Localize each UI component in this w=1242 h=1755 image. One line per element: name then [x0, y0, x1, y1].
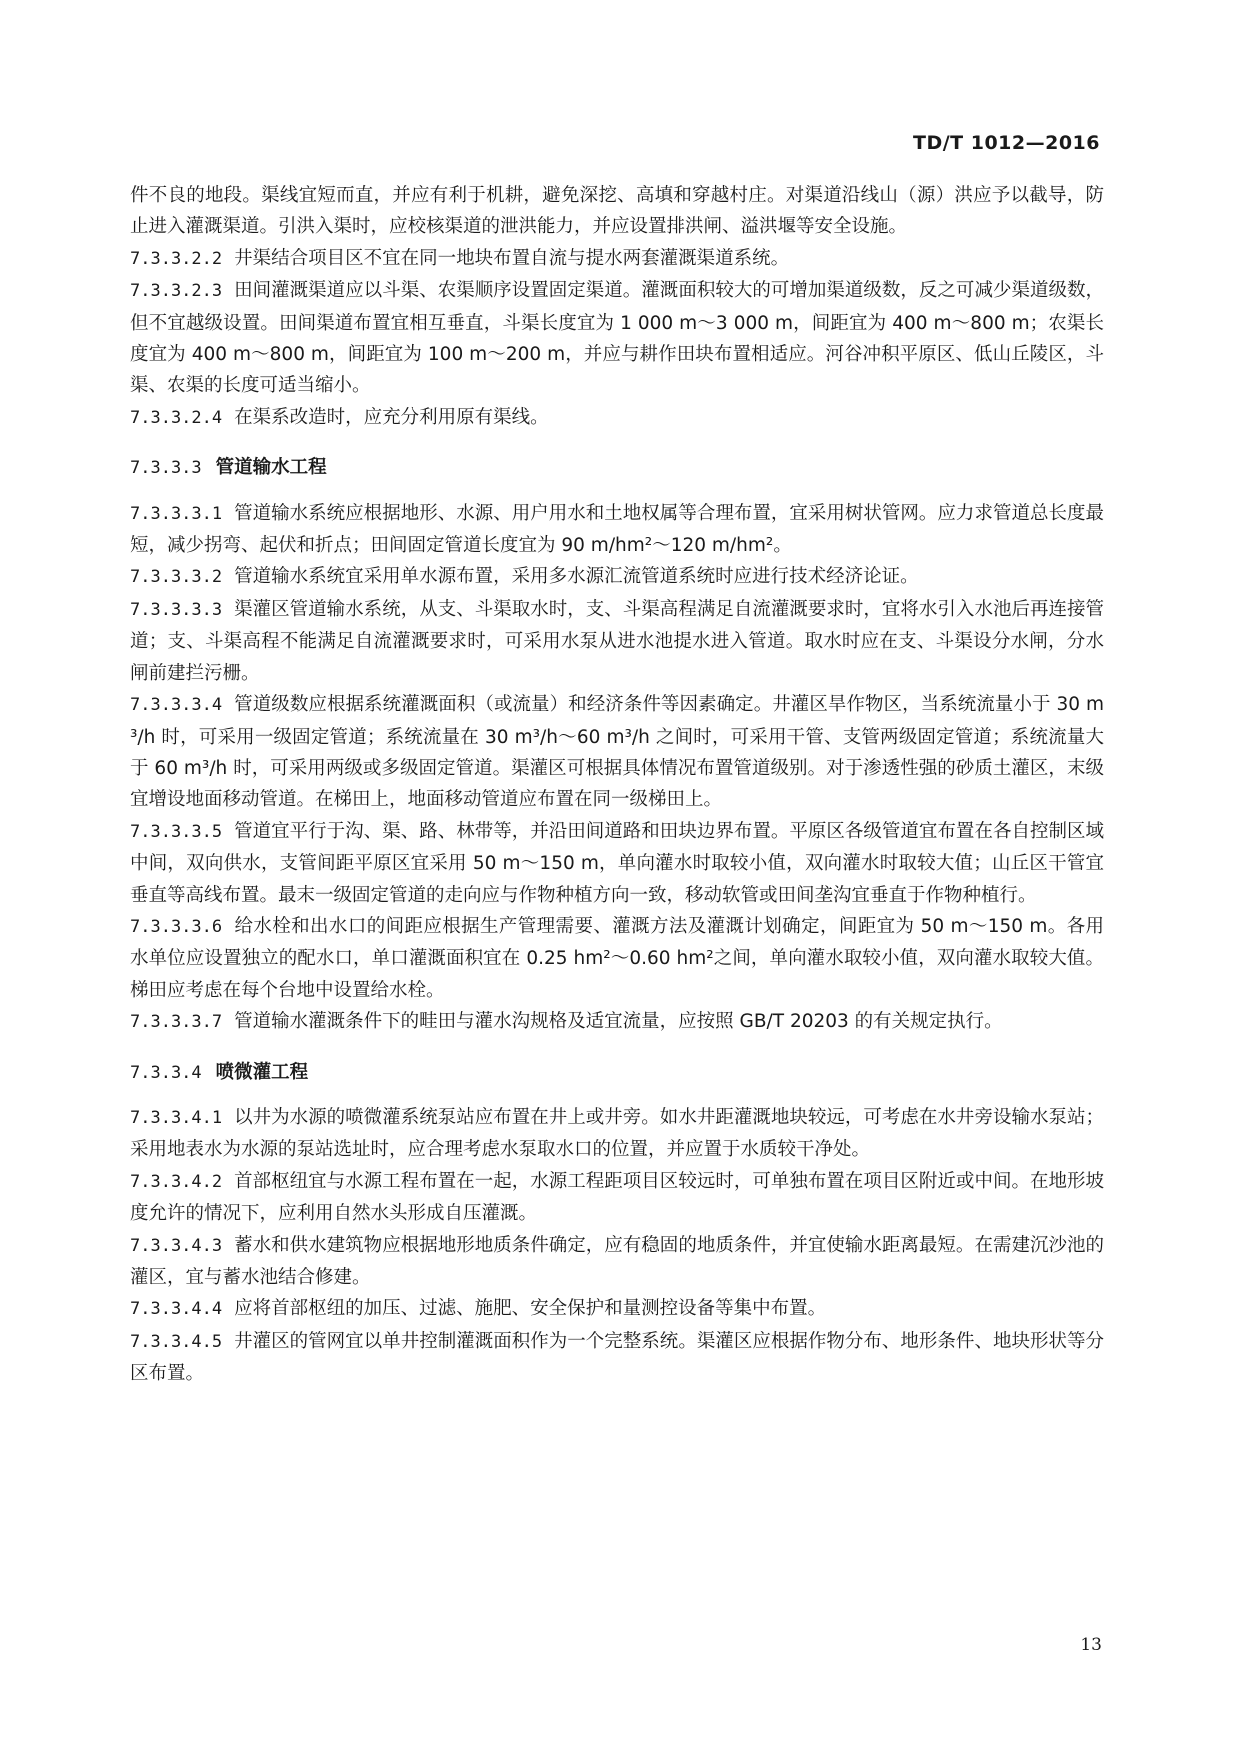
clause-number: 7.3.3.4.3 — [130, 1235, 223, 1256]
clause-number: 7.3.3.4.4 — [130, 1299, 223, 1320]
clause-text: 渠灌区管道输水系统，从支、斗渠取水时，支、斗渠高程满足自流灌溉要求时，宜将水引入水池后再连接管道；支、斗渠高程不能满足自流灌溉要求时，可采用水泵从进水池提水进入管道。取水时应在支、斗渠设分水闸，分水闸前建拦污栅。 — [130, 598, 1104, 684]
clause-paragraph — [130, 1102, 1104, 1166]
clause-text: 以井为水源的喷微灌系统泵站应布置在井上或井旁。如水井距灌溉地块较远，可考虑在水井旁设输水泵站；采用地表水为水源的泵站选址时，应合理考虑水泵取水口的位置，并应置于水质较干净处。 — [130, 1106, 1104, 1161]
clause-number: 7.3.3.3.2 — [130, 567, 223, 588]
clause-text: 管道级数应根据系统灌溉面积（或流量）和经济条件等因素确定。井灌区旱作物区，当系统流量小于 30 m³/h 时，可采用一级固定管道；系统流量在 30 m³/h～60 m³/h 之间时，可采用干管、支管两级固定管道；系统流量大于 60 m³/h 时，可采用两级或多级固定管道。渠灌区可根据具体情况布置管道级别。对于渗透性强的砂质土灌区，末级宜增设地面移动管道。在梯田上，地面移动管道应布置在同一级梯田上。 — [130, 694, 1104, 811]
clause-number: 7.3.3.2.4 — [130, 407, 223, 428]
clause-text: 喷微灌工程 — [215, 1061, 309, 1083]
clause-number: 7.3.3.2.3 — [130, 281, 223, 302]
clause-paragraph — [130, 1230, 1104, 1294]
clause-text: 管道输水灌溉条件下的畦田与灌水沟规格及适宜流量，应按照 GB/T 20203 的有关规定执行。 — [234, 1011, 1003, 1033]
clause-number: 7.3.3.4.1 — [130, 1107, 223, 1128]
clause-text: 应将首部枢纽的加压、过滤、施肥、安全保护和量测控设备等集中布置。 — [234, 1298, 827, 1320]
clause-paragraph — [130, 689, 1104, 816]
clause-number: 7.3.3.2.2 — [130, 248, 223, 269]
clause-text: 件不良的地段。渠线宜短而直，并应有利于机耕，避免深挖、高填和穿越村庄。对渠道沿线山（源）洪应予以截导，防止进入灌溉渠道。引洪入渠时，应校核渠道的泄洪能力，并应设置排洪闸、溢洪堰等安全设施。 — [130, 185, 1104, 238]
clause-text: 管道输水系统宜采用单水源布置，采用多水源汇流管道系统时应进行技术经济论证。 — [234, 566, 919, 588]
clause-number: 7.3.3.3 — [130, 458, 202, 479]
section-heading — [130, 452, 1104, 484]
clause-paragraph — [130, 243, 1104, 275]
clause-text: 管道输水系统应根据地形、水源、用户用水和土地权属等合理布置，宜采用树状管网。应力求管道总长度最短，减少拐弯、起伏和折点；田间固定管道长度宜为 90 m/hm²～120 m/hm²。 — [130, 502, 1104, 557]
clause-paragraph — [130, 1006, 1104, 1038]
clause-paragraph — [130, 911, 1104, 1006]
clause-text: 管道输水工程 — [215, 457, 327, 479]
clause-number: 7.3.3.3.7 — [130, 1012, 223, 1033]
clause-number: 7.3.3.3.5 — [130, 821, 223, 842]
clause-paragraph — [130, 402, 1104, 434]
clause-number: 7.3.3.4 — [130, 1062, 202, 1083]
clause-paragraph — [130, 180, 1104, 243]
clause-number: 7.3.3.4.5 — [130, 1331, 223, 1352]
document-code: TD/T 1012—2016 — [912, 132, 1100, 154]
clause-text: 蓄水和供水建筑物应根据地形地质条件确定，应有稳固的地质条件，并宜使输水距离最短。在需建沉沙池的灌区，宜与蓄水池结合修建。 — [130, 1234, 1104, 1288]
clause-number: 7.3.3.3.1 — [130, 503, 223, 524]
clause-paragraph — [130, 275, 1104, 402]
clause-paragraph — [130, 561, 1104, 593]
clause-text: 在渠系改造时，应充分利用原有渠线。 — [234, 406, 549, 428]
clause-text: 管道宜平行于沟、渠、路、林带等，并沿田间道路和田块边界布置。平原区各级管道宜布置在各自控制区域中间，双向供水，支管间距平原区宜采用 50 m～150 m，单向灌水时取较小值，双向灌水时取较大值；山丘区干管宜垂直等高线布置。最末一级固定管道的走向应与作物种植方向一致，移动软管或田间垄沟宜垂直于作物种植行。 — [130, 820, 1104, 906]
clause-text: 井灌区的管网宜以单井控制灌溉面积作为一个完整系统。渠灌区应根据作物分布、地形条件、地块形状等分区布置。 — [130, 1330, 1104, 1385]
body-text — [130, 180, 1104, 1390]
clause-text: 首部枢纽宜与水源工程布置在一起，水源工程距项目区较远时，可单独布置在项目区附近或中间。在地形坡度允许的情况下，应利用自然水头形成自压灌溉。 — [130, 1170, 1104, 1225]
clause-text: 田间灌溉渠道应以斗渠、农渠顺序设置固定渠道。灌溉面积较大的可增加渠道级数，反之可减少渠道级数，但不宜越级设置。田间渠道布置宜相互垂直，斗渠长度宜为 1 000 m～3 000 m，间距宜为 400 m～800 m；农渠长度宜为 400 m～800 m，间距宜为 100 m～200 m，并应与耕作田块布置相适应。河谷冲积平原区、低山丘陵区，斗渠、农渠的长度可适当缩小。 — [130, 280, 1104, 397]
clause-paragraph — [130, 816, 1104, 911]
section-heading — [130, 1057, 1104, 1089]
clause-number: 7.3.3.3.4 — [130, 695, 223, 716]
clause-text: 井渠结合项目区不宜在同一地块布置自流与提水两套灌溉渠道系统。 — [234, 247, 790, 269]
page-number: 13 — [1080, 1635, 1102, 1655]
clause-number: 7.3.3.4.2 — [130, 1171, 223, 1192]
clause-text: 给水栓和出水口的间距应根据生产管理需要、灌溉方法及灌溉计划确定，间距宜为 50 m～150 m。各用水单位应设置独立的配水口，单口灌溉面积宜在 0.25 hm²～0.60 hm²之间，单向灌水取较小值，双向灌水取较大值。梯田应考虑在每个台地中设置给水栓。 — [130, 915, 1104, 1001]
clause-paragraph — [130, 1326, 1104, 1390]
clause-number: 7.3.3.3.6 — [130, 916, 223, 937]
clause-paragraph — [130, 594, 1104, 689]
clause-paragraph — [130, 1293, 1104, 1325]
clause-paragraph — [130, 1166, 1104, 1230]
clause-number: 7.3.3.3.3 — [130, 599, 223, 620]
clause-paragraph — [130, 498, 1104, 562]
